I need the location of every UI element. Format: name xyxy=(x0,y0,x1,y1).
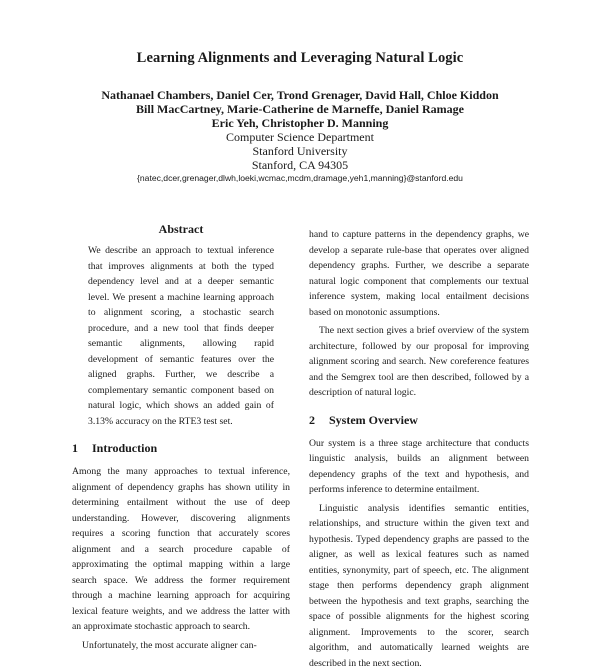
author-line: Bill MacCartney, Marie-Catherine de Marneffe, Daniel Ramage xyxy=(0,102,600,116)
author-line: Eric Yeh, Christopher D. Manning xyxy=(0,116,600,130)
section-title: Introduction xyxy=(92,441,157,455)
section-heading-system-overview xyxy=(309,413,529,428)
abstract-heading: Abstract xyxy=(72,222,290,237)
paragraph: The next section gives a brief overview of the system architecture, followed by our proposal for improving alignment scoring and search. New coreference features and the Semgrex tool are then described, followed by a description of natural logic. xyxy=(309,323,529,401)
right-column xyxy=(309,227,529,671)
affiliation-line: Stanford University xyxy=(0,144,600,158)
paragraph: Linguistic analysis identifies semantic entities, relationships, and structure within the given text and hypothesis. Typed dependency graphs are passed to the aligner, as well as lexical features such as named entities, synonymity, part of speech, etc. The alignment stage then performs dependency graph alignment between the hypothesis and text graphs, searching the space of possible alignments for the highest scoring alignment. Improvements to the scorer, search algorithm, and automatically learned weights are described in the next section. xyxy=(309,501,529,671)
paragraph: Our system is a three stage architecture that conducts linguistic analysis, builds an alignment between dependency graphs of the text and hypothesis, and performs inference to determine entailment. xyxy=(309,436,529,498)
abstract-text: We describe an approach to textual inference that improves alignments at both the typed dependency level and at a deeper semantic level. We present a machine learning approach to alignment scoring, a stochastic search procedure, and a new tool that finds deeper semantic alignments, allowing rapid development of semantic features over the aligned graphs. Further, we describe a complementary semantic component based on natural logic, which shows an added gain of 3.13% accuracy on the RTE3 test set. xyxy=(88,243,274,429)
left-column xyxy=(72,222,290,653)
section-title: System Overview xyxy=(329,413,418,427)
paragraph: Among the many approaches to textual inference, alignment of dependency graphs has shown utility in determining entailment without the use of deep understanding. However, discovering alignments requires a scoring function that accurately scores alignment and a search procedure capable of approximating the optimal mapping within a large search space. We address the former requirement through a machine learning approach for acquiring lexical feature weights, and we address the latter with an approximate stochastic approach to search. xyxy=(72,464,290,635)
section-number: 1 xyxy=(72,441,92,456)
paper-title: Learning Alignments and Leveraging Natural Logic xyxy=(0,50,600,67)
paragraph: hand to capture patterns in the dependency graphs, we develop a separate rule-base that operates over aligned dependency graphs. Further, we describe a separate natural logic component that complements our textual inference system, making local entailment decisions based on monotonic assumptions. xyxy=(309,227,529,320)
affiliation-line: Stanford, CA 94305 xyxy=(0,158,600,172)
author-line: Nathanael Chambers, Daniel Cer, Trond Grenager, David Hall, Chloe Kiddon xyxy=(0,88,600,102)
author-emails: {natec,dcer,grenager,dlwh,loeki,wcmac,mcdm,dramage,yeh1,manning}@stanford.edu xyxy=(0,173,600,183)
affiliation xyxy=(0,130,600,172)
section-number: 2 xyxy=(309,413,329,428)
section-heading-introduction xyxy=(72,441,290,456)
paragraph: Unfortunately, the most accurate aligner can- xyxy=(72,638,290,654)
affiliation-line: Computer Science Department xyxy=(0,130,600,144)
author-list xyxy=(0,88,600,130)
